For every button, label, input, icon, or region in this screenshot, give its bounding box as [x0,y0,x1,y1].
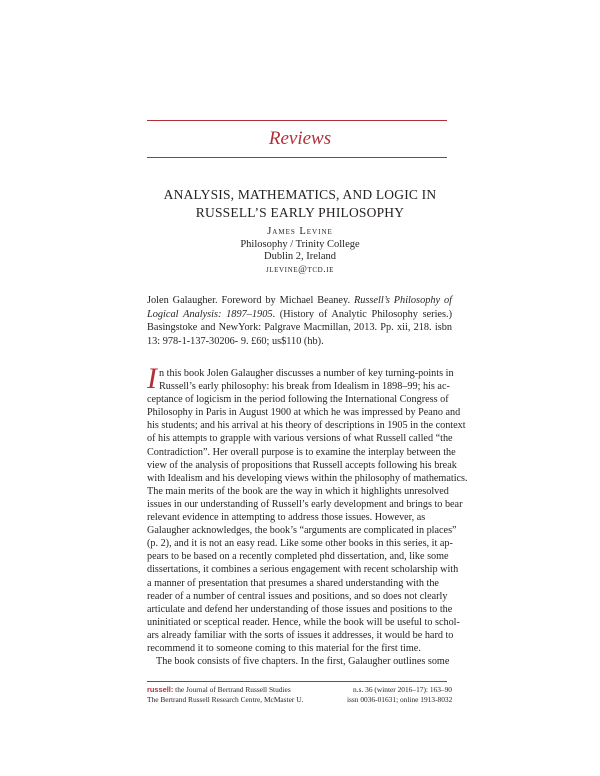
body-line: Russell’s early philosophy: his break from Idealism in 1898–99; his ac- [159,381,450,393]
title-line-2: RUSSELL’S EARLY PHILOSOPHY [195,205,405,220]
author-affiliation: Philosophy / Trinity College [240,238,360,250]
body-line: dissertations, it combines a serious engagement with recent scholarship with [147,564,459,576]
footer-divider [147,681,447,682]
author-email: jlevine@tcd.ie [265,264,335,275]
body-line: ceptance of logicism in the period following the International Congress of [147,394,449,406]
body-line: issues in our understanding of Russell’s early development and brings to bear [147,498,463,510]
book-citation: Jolen Galaugher. Foreword by Michael Beaney. Russell’s Philosophy of Logical Analysis: 1897–1905. (History of Analytic Philosophy series.) Basingstoke and NewYork: Palgrave Macmillan, 2013. Pp. xii, 218. isbn 13: 978-1-137-30206- 9. £60; us$110 (hb). [147,295,453,347]
section-heading: Reviews [268,128,332,149]
journal-subtitle: the Journal of Bertrand Russell Studies [173,685,291,694]
body-line: with Idealism and his developing views within the philosophy of mathematics. [147,472,468,484]
body-line: a manner of presentation that presumes a shared understanding with the [147,577,439,589]
body-line: view of the analysis of propositions that Russell accepts following his break [147,459,457,471]
body-line: n this book Jolen Galaugher discusses a number of key turning-points in [159,368,454,379]
article-title [100,186,500,222]
publisher: The Bertrand Russell Research Centre, McMaster U. [147,694,304,704]
body-line: his students; and his arrival at his theory of descriptions in 1905 in the context [147,420,466,432]
author-name: James Levine [267,226,333,237]
footer-journal-info [147,685,303,704]
body-line: Contradiction”. Her overall purpose is to examine the interplay between the [147,446,456,458]
body-line: Galaugher acknowledges, the book’s “arguments are complicated in places” [147,525,457,537]
footer-volume-info [347,685,452,704]
author-location: Dublin 2, Ireland [263,251,337,262]
body-line: recommend it to someone coming to this material for the first time. [147,642,421,654]
review-body [147,367,468,668]
body-line: reader of a number of central issues and positions, and so does not clearly [147,590,448,602]
author-block [0,226,600,276]
body-line: ars already familiar with the sorts of issues it addresses, it would be hard to [147,629,454,641]
body-line: uninitiated or sceptical reader. Hence, while the book will be useful to schol- [147,616,460,628]
body-line: relevant evidence in attempting to address those issues. However, as [147,512,426,524]
top-divider [147,120,447,121]
body-line: The book consists of five chapters. In the first, Galaugher outlines some [156,656,450,668]
body-line: (p. 2), and it is not an easy read. Like some other books in this series, it ap- [147,538,453,550]
journal-name: russell: [147,685,174,694]
body-line: pears to be based on a recently completed phd dissertation, and, like some [147,551,449,563]
title-line-1: ANALYSIS, MATHEMATICS, AND LOGIC IN [163,187,437,202]
body-line: of his attempts to grapple with various versions of what Russell called “the [147,433,453,445]
drop-cap: I [147,362,157,395]
heading-divider [147,157,447,158]
body-line: articulate and defend her understanding of those issues and positions to the [147,603,453,615]
volume-info: n.s. 36 (winter 2016–17): 163–90 [353,685,452,694]
issn-info: issn 0036-01631; online 1913-8032 [347,694,453,704]
body-line: Philosophy in Paris in August 1900 at which he was impressed by Peano and [147,407,461,419]
body-line: The main merits of the book are the way in which it highlights unresolved [147,485,449,497]
